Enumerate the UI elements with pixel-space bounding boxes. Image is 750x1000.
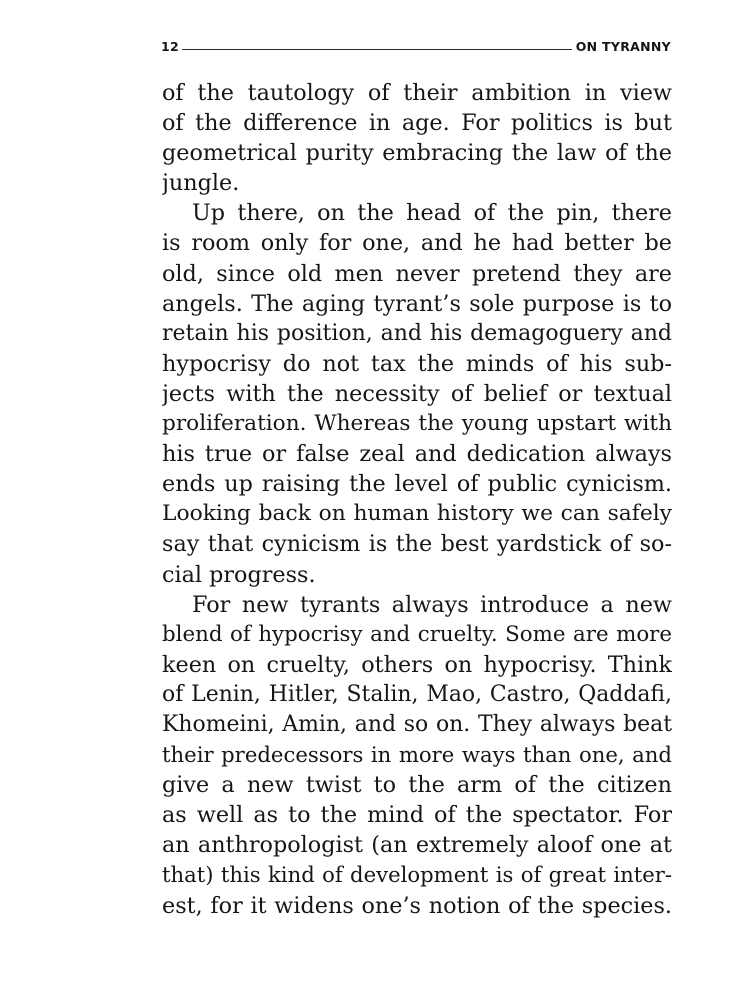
text-line: blend of hypocrisy and cruelty. Some are more [162,621,672,647]
running-header [161,36,671,56]
body-text [162,78,672,921]
text-line: an anthropologist (an extremely aloof one at [162,832,672,859]
text-line: their predecessors in more ways than one, and [162,742,672,768]
text-line: proliferation. Whereas the young upstart with [162,411,672,437]
text-line: ends up raising the level of public cynicism. [162,471,672,498]
text-line: Up there, on the head of the pin, there [192,200,672,227]
text-line: that) this kind of development is of great inter- [162,862,672,888]
text-line: jects with the necessity of belief or textual [162,380,672,407]
text-line: jungle. [162,170,240,197]
text-line: cial progress. [162,561,316,588]
text-line: hypocrisy do not tax the minds of his sub- [162,350,672,377]
text-line: retain his position, and his demagoguery and [162,320,672,346]
text-line: angels. The aging tyrant’s sole purpose is to [162,290,672,317]
text-line: his true or false zeal and dedication always [162,441,672,468]
text-line: of the difference in age. For politics is but [162,110,672,137]
text-line: of Lenin, Hitler, Stalin, Mao, Castro, Qaddafi, [162,681,672,707]
text-line: as well as to the mind of the spectator. For [162,802,672,829]
page-number: 12 [161,38,179,54]
text-line: Khomeini, Amin, and so on. They always beat [162,711,672,737]
running-title: ON TYRANNY [575,38,671,54]
text-line: give a new twist to the arm of the citizen [162,772,672,799]
text-line: For new tyrants always introduce a new [192,591,672,618]
header-rule [182,49,572,50]
text-line: of the tautology of their ambition in view [162,80,672,106]
text-line: Looking back on human history we can safely [162,501,672,527]
text-line: geometrical purity embracing the law of the [162,140,672,167]
text-line: is room only for one, and he had better be [162,230,672,257]
text-line: est, for it widens one’s notion of the species. [162,892,672,919]
text-line: old, since old men never pretend they are [162,260,672,287]
text-line: say that cynicism is the best yardstick of so- [162,531,672,558]
text-line: keen on cruelty, others on hypocrisy. Think [162,651,672,678]
